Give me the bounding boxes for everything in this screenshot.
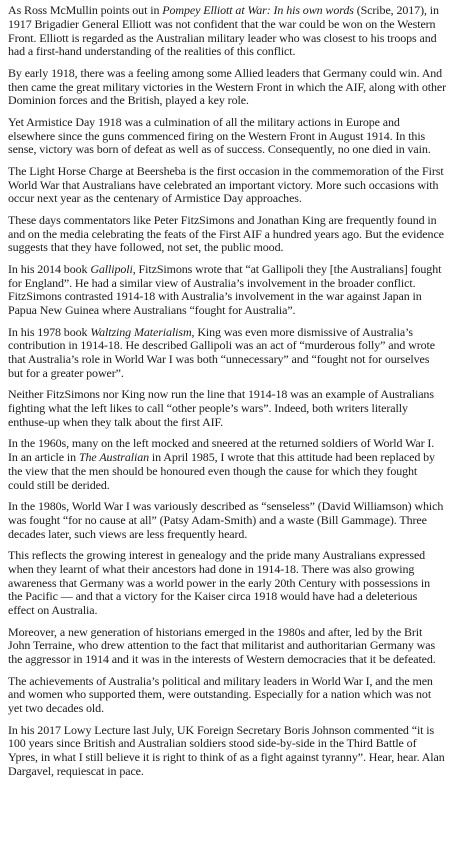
article-paragraph xyxy=(8,675,446,716)
article-paragraph xyxy=(8,388,446,429)
article-paragraph xyxy=(8,437,446,492)
paragraph-text: In the 1960s, many on the left mocked and sneered at the returned soldiers of World War I. In an article in xyxy=(8,436,435,465)
paragraph-text: Neither FitzSimons nor King now run the line that 1914-18 was an example of Australians fighting what the left likes to call “other people’s wars”. Indeed, both writers literally enthuse-up when they talk about the first AIF. xyxy=(8,387,434,429)
paragraph-text: This reflects the growing interest in genealogy and the pride many Australians expressed when they learnt of what their ancestors had done in 1914-18. There was also growing awareness that Germany was a world power in the early 20th Century with possessions in the Pacific — and that a victory for the Kaiser circa 1918 would have had a deleterious effect on Australia. xyxy=(8,548,430,618)
paragraph-text: Yet Armistice Day 1918 was a culmination of all the military actions in Europe and elsewhere since the guns commenced firing on the Western Front in August 1914. In this sense, victory was born of defeat as well as of success. Consequently, no one died in vain. xyxy=(8,114,431,157)
italic-title-text: Gallipoli xyxy=(90,261,133,276)
paragraph-text: As Ross McMullin points out in xyxy=(8,3,163,17)
paragraph-text: (Scribe, 2017), in 1917 Brigadier General Elliott was not confident that the war could be won on the Western Front. Elliott is regarded as the Australian military leader who was closest to his troops and had a first-hand understanding of the realities of this conflict. xyxy=(8,3,439,59)
article-paragraph xyxy=(8,67,446,108)
article-paragraph xyxy=(8,724,446,779)
italic-title-text: The Australian xyxy=(78,450,149,465)
article-paragraph xyxy=(8,165,446,206)
paragraph-text: in April 1985, I wrote that this attitude had been replaced by the view that the men should be honoured even though the cause for which they fought could still be derided. xyxy=(8,450,435,492)
paragraph-text: In his 1978 book xyxy=(8,324,91,339)
paragraph-text: By early 1918, there was a feeling among some Allied leaders that Germany could win. And then came the great military victories in the Western Front in which the AIF, along with other Dominion forces and the British, played a key role. xyxy=(8,65,447,108)
article-paragraph xyxy=(8,214,446,255)
article-paragraph xyxy=(8,4,446,59)
paragraph-text: , FitzSimons wrote that “at Gallipoli they [the Australians] fought for England”. He had a similar view of Australia’s involvement in the broader conflict. FitzSimons contrasted 1914-18 with Australia’s involvement in the war against Japan in Papua New Guinea where Australians “fought for Australia”. xyxy=(8,261,442,318)
paragraph-text: , King was even more dismissive of Australia’s contribution in 1914-18. He described Gallipoli was an act of “murderous folly” and wrote that Australia’s role in World War I was both “unnecessary” and “fought not for ourselves but for a greater power”. xyxy=(8,324,435,380)
article-paragraph xyxy=(8,549,446,618)
paragraph-text: The Light Horse Charge at Beersheba is the first occasion in the commemoration of the First World War that Australians have celebrated an important victory. More such occasions with occur next year as the centenary of Armistice Day approaches. xyxy=(8,163,444,206)
paragraph-text: These days commentators like Peter FitzSimons and Jonathan King are frequently found in and on the media celebrating the feats of the First AIF a hundred years ago. But the evidence suggests that they have followed, not set, the public mood. xyxy=(8,212,444,255)
paragraph-text: In his 2017 Lowy Lecture last July, UK Foreign Secretary Boris Johnson commented “it is 100 years since British and Australian soldiers stood side-by-side in the Third Battle of Ypres, in what I still believe it is right to think of as a fight against tyranny”. Hear, hear. Alan Dargavel, requiescat in pace. xyxy=(8,722,445,778)
paragraph-text: Moreover, a new generation of historians emerged in the 1980s and after, led by the Brit John Terraine, who drew attention to the fact that militarist and authoritarian Germany was the aggressor in 1914 and it was in the interests of Western democracies that it be defeated. xyxy=(8,624,436,667)
article-paragraph xyxy=(8,116,446,157)
paragraph-text: In his 2014 book xyxy=(8,261,91,276)
italic-title-text: Pompey Elliott at War: In his own words xyxy=(162,3,354,17)
article-paragraph xyxy=(8,326,446,381)
article-paragraph xyxy=(8,500,446,541)
paragraph-text: The achievements of Australia’s political and military leaders in World War I, and the men and women who supported them, were outstanding. Especially for a nation which was not yet two decades old. xyxy=(8,673,433,716)
article-paragraph xyxy=(8,626,446,667)
paragraph-text: In the 1980s, World War I was variously described as “senseless” (David Williamson) which was fought “for no cause at all” (Patsy Adam-Smith) and a waste (Bill Gammage). Three decades later, such views are less frequently heard. xyxy=(8,499,444,541)
article-paragraph xyxy=(8,263,446,318)
italic-title-text: Waltzing Materialism xyxy=(90,324,192,339)
